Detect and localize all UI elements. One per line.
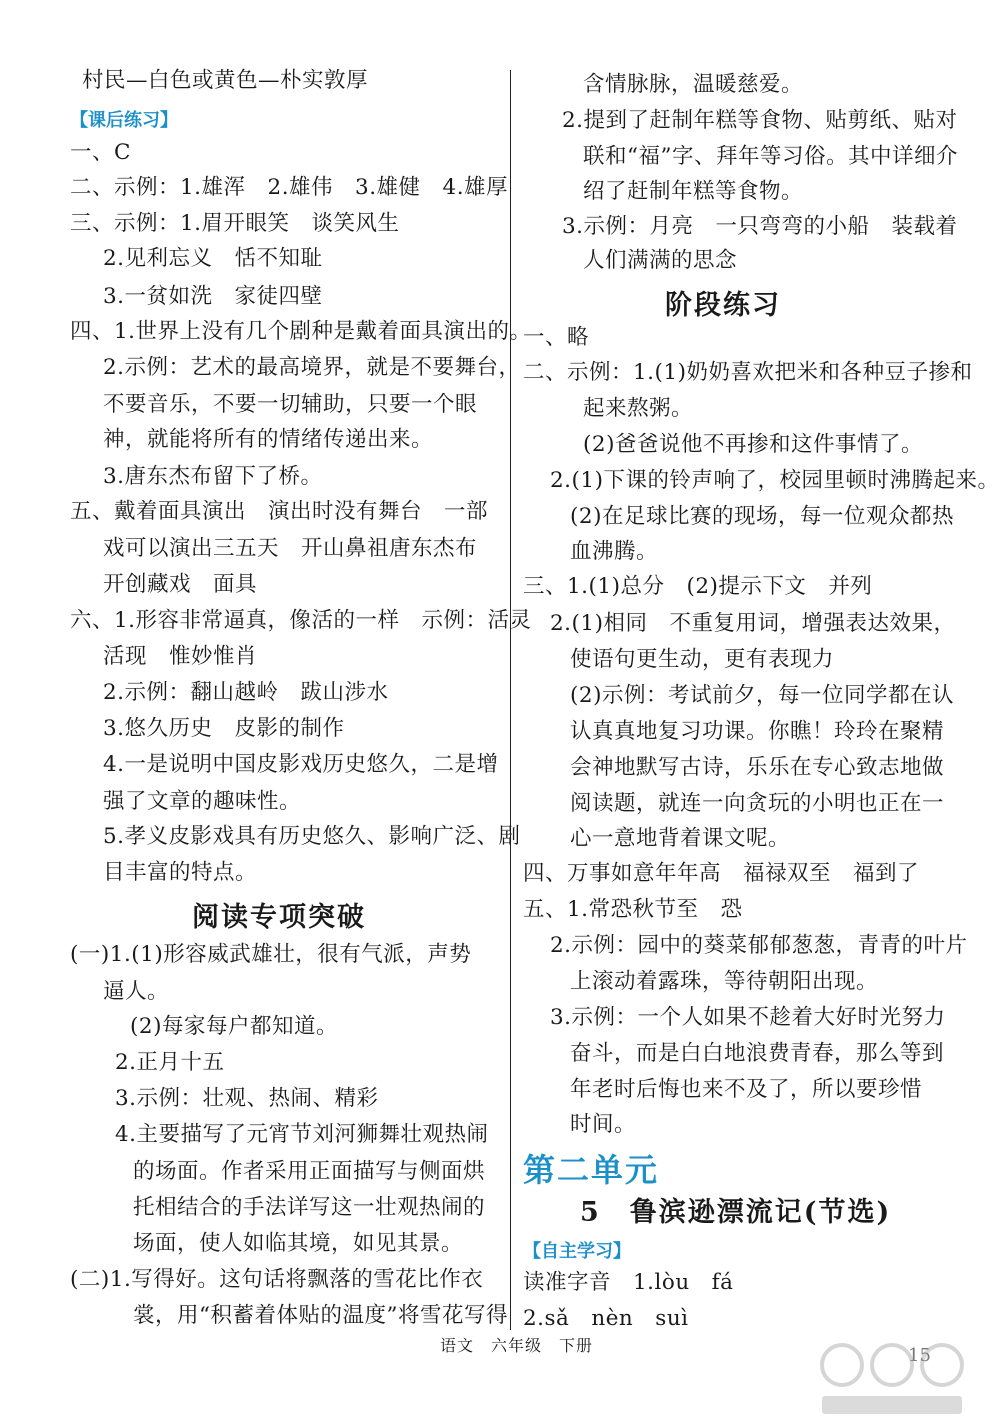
answer-line: 场面，使人如临其境，如见其景。 xyxy=(133,1231,464,1256)
page-number: 15 xyxy=(908,1345,931,1366)
answer-line: 2.见利忘义 恬不知耻 xyxy=(103,246,323,271)
answer-line: 五、1.常恐秋节至 恐 xyxy=(523,897,743,922)
answer-line: (一)1.(1)形容威武雄壮，很有气派，声势 xyxy=(70,942,472,967)
answer-line: 一、C xyxy=(70,140,131,165)
answer-line: 3.示例：壮观、热闹、精彩 xyxy=(115,1086,379,1111)
section-title-stage: 阶段练习 xyxy=(665,290,781,321)
answer-line: (2)每家每户都知道。 xyxy=(130,1014,338,1039)
answer-line: 会神地默写古诗，乐乐在专心致志地做 xyxy=(570,755,945,780)
answer-line: 二、示例：1.(1)奶奶喜欢把米和各种豆子掺和 xyxy=(523,360,973,385)
answer-line: 二、示例：1.雄浑 2.雄伟 3.雄健 4.雄厚 xyxy=(70,175,509,200)
answer-line: 三、1.(1)总分 (2)提示下文 并列 xyxy=(523,574,873,599)
answer-line: 4.主要描写了元宵节刘河狮舞壮观热闹 xyxy=(115,1122,489,1147)
section-tag-self-study: 【自主学习】 xyxy=(523,1241,631,1262)
answer-line: (二)1.写得好。这句话将飘落的雪花比作衣 xyxy=(70,1267,484,1292)
answer-line: 开创藏戏 面具 xyxy=(103,572,258,597)
answer-line: 戏可以演出三五天 开山鼻祖唐东杰布 xyxy=(103,536,478,561)
answer-line: 六、1.形容非常逼真，像活的一样 示例：活灵 xyxy=(70,608,532,633)
answer-line: 认真真地复习功课。你瞧！玲玲在聚精 xyxy=(570,719,945,744)
answer-line: 2.正月十五 xyxy=(115,1050,225,1075)
page-footer: 语文 六年级 下册 xyxy=(440,1336,594,1355)
answer-line: 目丰富的特点。 xyxy=(103,860,258,885)
answer-line: 3.示例：一个人如果不趁着大好时光努力 xyxy=(550,1005,946,1030)
answer-line: 3.唐东杰布留下了桥。 xyxy=(103,464,323,489)
answer-line: 三、示例：1.眉开眼笑 谈笑风生 xyxy=(70,211,400,236)
answer-line: 3.示例：月亮 一只弯弯的小船 装载着 xyxy=(562,214,958,239)
answer-line: 起来熬粥。 xyxy=(583,396,694,421)
answer-line: 2.示例：艺术的最高境界，就是不要舞台， xyxy=(103,355,521,380)
answer-line: 上滚动着露珠，等待朝阳出现。 xyxy=(570,969,879,994)
answer-line: 年老时后悔也来不及了，所以要珍惜 xyxy=(570,1077,923,1102)
answer-line: 2.示例：园中的葵菜郁郁葱葱，青青的叶片 xyxy=(550,933,968,958)
watermark-logo xyxy=(812,1330,972,1420)
answer-line: 2.sǎ nèn suì xyxy=(523,1306,689,1331)
answer-line: 四、万事如意年年高 福禄双至 福到了 xyxy=(523,861,920,886)
answer-line: (2)爸爸说他不再掺和这件事情了。 xyxy=(583,432,923,457)
answer-line: 人们满满的思念 xyxy=(583,248,738,273)
answer-line: 3.悠久历史 皮影的制作 xyxy=(103,716,345,741)
column-divider xyxy=(510,70,511,1330)
answer-line: 阅读题，就连一向贪玩的小明也正在一 xyxy=(570,791,945,816)
unit-heading: 第二单元 xyxy=(523,1151,660,1189)
answer-line: 2.(1)相同 不重复用词，增强表达效果， xyxy=(550,611,956,636)
answer-line: 4.一是说明中国皮影戏历史悠久，二是增 xyxy=(103,752,499,777)
lesson-title: 5 鲁滨逊漂流记(节选) xyxy=(580,1197,892,1228)
answer-line: 一、略 xyxy=(523,325,590,350)
answer-line: 2.示例：翻山越岭 跋山涉水 xyxy=(103,680,389,705)
section-title-reading: 阅读专项突破 xyxy=(192,902,366,933)
answer-line: 3.一贫如洗 家徒四壁 xyxy=(103,284,323,309)
answer-line: 托相结合的手法详写这一壮观热闹的 xyxy=(133,1195,486,1220)
answer-line: 奋斗，而是白白地浪费青春，那么等到 xyxy=(570,1041,945,1066)
answer-line: 神，就能将所有的情绪传递出来。 xyxy=(103,427,434,452)
answer-line: 联和“福”字、拜年等习俗。其中详细介 xyxy=(583,144,958,169)
answer-line: 强了文章的趣味性。 xyxy=(103,789,302,814)
answer-line: 的场面。作者采用正面描写与侧面烘 xyxy=(133,1159,486,1184)
answer-line: 四、1.世界上没有几个剧种是戴着面具演出的。 xyxy=(70,319,532,344)
answer-line: (2)示例：考试前夕，每一位同学都在认 xyxy=(570,683,954,708)
answer-line: 绍了赶制年糕等食物。 xyxy=(583,179,804,204)
answer-line: 使语句更生动，更有表现力 xyxy=(570,647,835,672)
answer-line: 2.(1)下课的铃声响了，校园里顿时沸腾起来。 xyxy=(550,468,1000,493)
answer-line: 不要音乐，不要一切辅助，只要一个眼 xyxy=(103,392,478,417)
answer-line: 裳，用“积蓄着体贴的温度”将雪花写得 xyxy=(133,1303,508,1328)
section-tag-exercises: 【课后练习】 xyxy=(70,110,178,131)
answer-line: (2)在足球比赛的现场，每一位观众都热 xyxy=(570,504,954,529)
answer-line: 5.孝义皮影戏具有历史悠久、影响广泛、剧 xyxy=(103,824,521,849)
answer-line: 逼人。 xyxy=(103,979,170,1004)
answer-line: 含情脉脉，温暖慈爱。 xyxy=(583,72,804,97)
answer-line: 五、戴着面具演出 演出时没有舞台 一部 xyxy=(70,499,489,524)
answer-line: 读准字音 1.lòu fá xyxy=(523,1270,734,1295)
answer-line: 2.提到了赶制年糕等食物、贴剪纸、贴对 xyxy=(562,108,958,133)
answer-line: 活现 惟妙惟肖 xyxy=(103,644,258,669)
answer-line: 血沸腾。 xyxy=(570,539,659,564)
answer-line: 时间。 xyxy=(570,1112,637,1137)
answer-line: 村民—白色或黄色—朴实敦厚 xyxy=(82,68,369,93)
answer-line: 心一意地背着课文呢。 xyxy=(570,826,791,851)
